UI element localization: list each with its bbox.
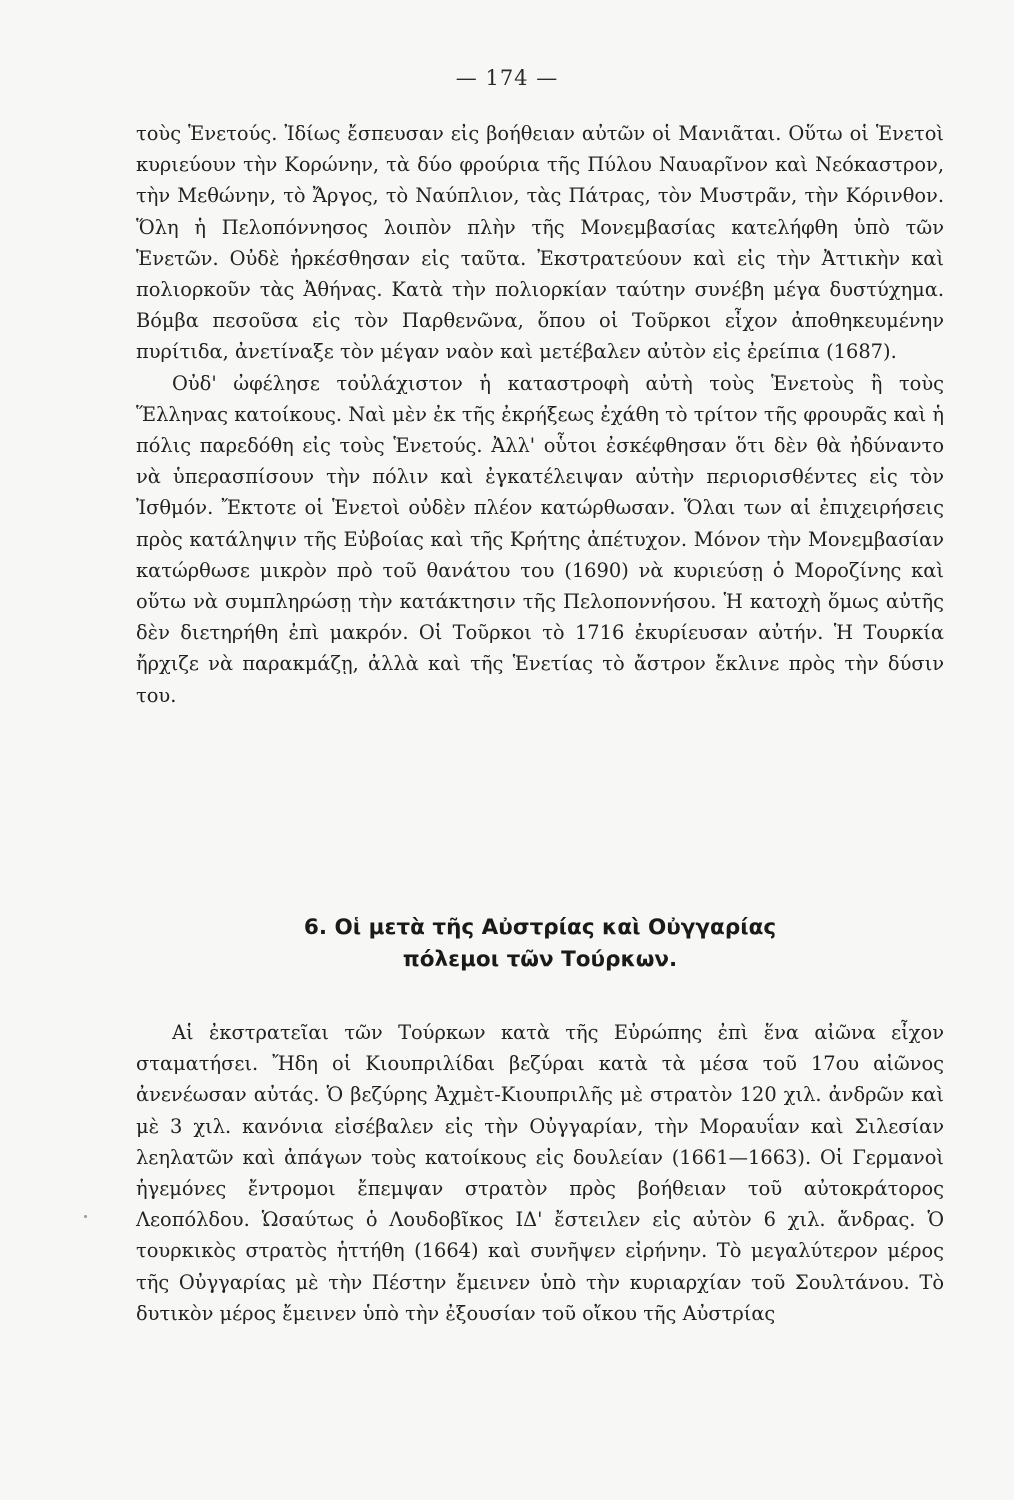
section-heading-line-1: 6. Οἱ μετὰ τῆς Αὐστρίας καὶ Οὐγγαρίας: [303, 915, 777, 940]
main-text-lower: [136, 1017, 944, 1329]
paragraph-aftermath: Οὐδ' ὠφέλησε τοὐλάχιστον ἡ καταστροφὴ αὐτὴ τοὺς Ἑνετοὺς ἢ τοὺς Ἕλληνας κατοίκους. Ναὶ μὲν ἐκ τῆς ἐκρήξεως ἐχάθη τὸ τρίτον τῆς φρουρᾶς καὶ ἡ πόλις παρεδόθη εἰς τοὺς Ἑνετούς. Ἀλλ' οὗτοι ἐσκέφθησαν ὅτι δὲν θὰ ἠδύναντο νὰ ὑπερασπίσουν τὴν πόλιν καὶ ἐγκατέλειψαν αὐτὴν περιορισθέντες εἰς τὸν Ἰσθμόν. Ἔκτοτε οἱ Ἑνετοὶ οὐδὲν πλέον κατώρθωσαν. Ὅλαι των αἱ ἐπιχειρήσεις πρὸς κατάληψιν τῆς Εὐβοίας καὶ τῆς Κρήτης ἀπέτυχον. Μόνον τὴν Μονεμβασίαν κατώρθωσε μικρὸν πρὸ τοῦ θανάτου του (1690) νὰ κυριεύσῃ ὁ Μοροζίνης καὶ οὕτω νὰ συμπληρώσῃ τὴν κατάκτησιν τῆς Πελοποννήσου. Ἡ κατοχὴ ὅμως αὐτῆς δὲν διετηρήθη ἐπὶ μακρόν. Οἱ Τοῦρκοι τὸ 1716 ἐκυρίευσαν αὐτήν. Ἡ Τουρκία ἤρχιζε νὰ παρακμάζῃ, ἀλλὰ καὶ τῆς Ἑνετίας τὸ ἄστρον ἔκλινε πρὸς τὴν δύσιν του.: [136, 371, 944, 707]
paragraph-venetian-conquests: τοὺς Ἑνετούς. Ἰδίως ἔσπευσαν εἰς βοήθειαν αὐτῶν οἱ Μανιᾶται. Οὕτω οἱ Ἑνετοὶ κυριεύουν τὴν Κορώνην, τὰ δύο φρούρια τῆς Πύλου Ναυαρῖνον καὶ Νεόκαστρον, τὴν Μεθώνην, τὸ Ἄργος, τὸ Ναύπλιον, τὰς Πάτρας, τὸν Μυστρᾶν, τὴν Κόρινθον. Ὅλη ἡ Πελοπόννησος λοιπὸν πλὴν τῆς Μονεμβασίας κατελήφθη ὑπὸ τῶν Ἑνετῶν. Οὐδὲ ἠρκέσθησαν εἰς ταῦτα. Ἐκστρατεύουν καὶ εἰς τὴν Ἀττικὴν καὶ πολιορκοῦν τὰς Ἀθήνας. Κατὰ τὴν πολιορκίαν ταύτην συνέβη μέγα δυστύχημα. Βόμβα πεσοῦσα εἰς τὸν Παρθενῶνα, ὅπου οἱ Τοῦρκοι εἶχον ἀποθηκευμένην πυρίτιδα, ἀνετίναξε τὸν μέγαν ναὸν καὶ μετέβαλεν αὐτὸν εἰς ἐρείπια (1687).: [136, 122, 944, 364]
section-heading: [136, 912, 944, 976]
page-number: — 174 —: [455, 66, 559, 90]
main-text-upper: [136, 118, 944, 711]
section-heading-line-2: πόλεμοι τῶν Τούρκων.: [402, 947, 678, 972]
paper-speck: [84, 1215, 87, 1218]
paragraph-austria-hungary-wars: Αἱ ἐκστρατεῖαι τῶν Τούρκων κατὰ τῆς Εὐρώπης ἐπὶ ἕνα αἰῶνα εἶχον σταματήσει. Ἤδη οἱ Κιουπριλίδαι βεζύραι κατὰ τὰ μέσα τοῦ 17ου αἰῶνος ἀνενέωσαν αὐτάς. Ὁ βεζύρης Ἀχμὲτ-Κιουπριλῆς μὲ στρατὸν 120 χιλ. ἀνδρῶν καὶ μὲ 3 χιλ. κανόνια εἰσέβαλεν εἰς τὴν Οὐγγαρίαν, τὴν Μοραυΐαν καὶ Σιλεσίαν λεηλατῶν καὶ ἀπάγων τοὺς κατοίκους εἰς δουλείαν (1661—1663). Οἱ Γερμανοὶ ἡγεμόνες ἔντρομοι ἔπεμψαν στρατὸν πρὸς βοήθειαν τοῦ αὐτοκράτορος Λεοπόλδου. Ὡσαύτως ὁ Λουδοβῖκος ΙΔ' ἔστειλεν εἰς αὐτὸν 6 χιλ. ἄνδρας. Ὁ τουρκικὸς στρατὸς ἡττήθη (1664) καὶ συνῆψεν εἰρήνην. Τὸ μεγαλύτερον μέρος τῆς Οὐγγαρίας μὲ τὴν Πέστην ἔμεινεν ὑπὸ τὴν κυριαρχίαν τοῦ Σουλτάνου. Τὸ δυτικὸν μέρος ἔμεινεν ὑπὸ τὴν ἐξουσίαν τοῦ οἴκου τῆς Αὐστρίας: [136, 1021, 944, 1325]
